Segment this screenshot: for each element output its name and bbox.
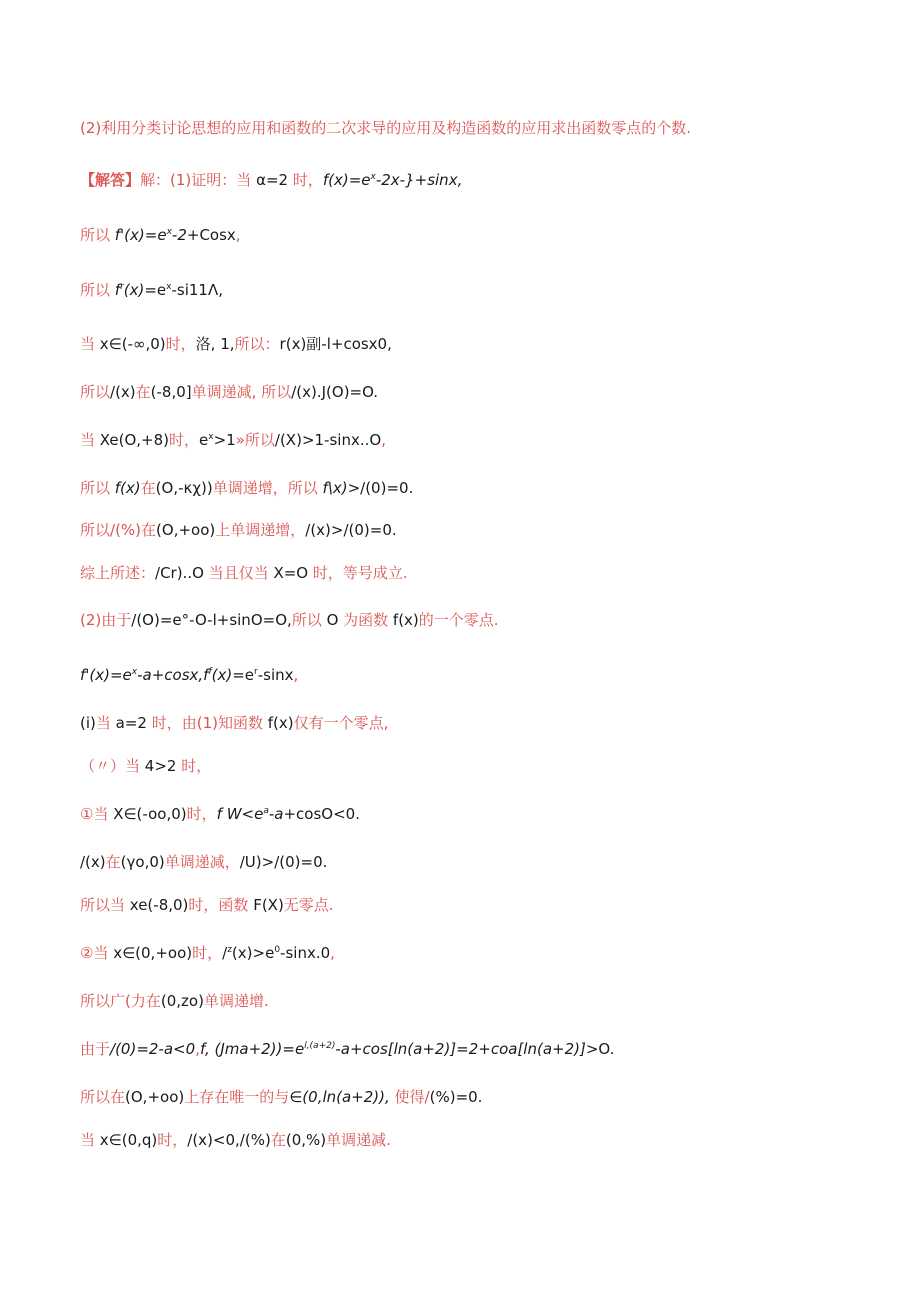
text-segment: /(x).J(O)=O. bbox=[291, 383, 379, 401]
text-segment: (%)=0. bbox=[429, 1088, 483, 1106]
text-segment: 在 bbox=[141, 521, 157, 539]
text-segment: /(X)>1-sinx..O bbox=[274, 431, 382, 449]
text-segment: (x) bbox=[123, 281, 145, 299]
text-line bbox=[80, 563, 880, 583]
text-segment: 综上所述： bbox=[80, 564, 156, 582]
text-line bbox=[80, 713, 880, 733]
text-segment: (1) bbox=[196, 714, 218, 732]
text-segment: 当 bbox=[80, 1131, 100, 1149]
text-line bbox=[80, 1087, 880, 1107]
text-segment: a=2 bbox=[115, 714, 147, 732]
text-segment: (2) bbox=[80, 611, 102, 629]
text-segment: f(x) bbox=[392, 611, 419, 629]
superscript: 0 bbox=[274, 945, 281, 955]
text-segment: »所以 bbox=[235, 431, 275, 449]
text-segment: ①当 bbox=[80, 805, 114, 823]
text-segment: 在 bbox=[135, 383, 151, 401]
text-segment: Cosx bbox=[199, 226, 236, 244]
text-segment: /U)>/(0)=0. bbox=[239, 853, 328, 871]
text-segment: 单调递增. bbox=[203, 992, 269, 1010]
text-segment: (0,%) bbox=[285, 1131, 327, 1149]
text-segment: 所以 bbox=[80, 479, 115, 497]
text-segment: 时， bbox=[176, 757, 212, 775]
text-segment: 所以在 bbox=[80, 1088, 126, 1106]
text-segment: , bbox=[195, 1040, 200, 1058]
text-segment: (O,-κχ)) bbox=[155, 479, 213, 497]
text-segment: X∈(-oo,0) bbox=[113, 805, 187, 823]
text-segment: 时， bbox=[192, 944, 223, 962]
text-segment: 证明：当 bbox=[191, 171, 257, 189]
text-segment: f, (Jma+2))=e bbox=[199, 1040, 305, 1058]
text-segment: 4>2 bbox=[144, 757, 177, 775]
superscript: a bbox=[263, 806, 269, 816]
text-segment: (x)= bbox=[211, 666, 245, 684]
text-segment: >1 bbox=[213, 431, 236, 449]
text-segment: (i) bbox=[80, 714, 96, 732]
text-segment: O. bbox=[598, 1040, 615, 1058]
text-segment: (%) bbox=[244, 1131, 271, 1149]
text-segment: (γo,0) bbox=[120, 853, 165, 871]
superscript: f bbox=[208, 667, 212, 677]
text-segment: ②当 bbox=[80, 944, 114, 962]
text-segment: 当 bbox=[80, 431, 100, 449]
superscript: x bbox=[131, 667, 138, 677]
text-segment: 洛, 1, bbox=[195, 335, 235, 353]
text-segment: 解： bbox=[140, 171, 171, 189]
text-segment: (0,zo) bbox=[160, 992, 204, 1010]
text-segment: x∈(0,q) bbox=[99, 1131, 158, 1149]
text-segment: /(x)>/(0)=0. bbox=[305, 521, 397, 539]
text-line bbox=[80, 478, 880, 498]
text-segment: 所以 bbox=[80, 226, 115, 244]
text-segment: r(x)副-l+cosx0, bbox=[279, 335, 392, 353]
text-line bbox=[80, 756, 880, 776]
text-segment: X=O bbox=[273, 564, 309, 582]
text-segment: /(x)<0,/ bbox=[187, 1131, 245, 1149]
text-line bbox=[80, 943, 880, 963]
text-segment: 所以： bbox=[234, 335, 280, 353]
text-line bbox=[80, 852, 880, 872]
text-segment: -2+ bbox=[171, 226, 200, 244]
text-segment: 时， bbox=[169, 431, 200, 449]
text-segment: 仅有一个零点, bbox=[293, 714, 389, 732]
text-segment: 当 bbox=[80, 335, 100, 353]
text-line bbox=[80, 804, 880, 824]
text-segment: 所以当 bbox=[80, 896, 130, 914]
text-segment: 所以 bbox=[291, 611, 327, 629]
text-segment: (x)>e bbox=[231, 944, 275, 962]
text-segment: xe(-8,0) bbox=[129, 896, 189, 914]
text-segment: 上存在唯一的与 bbox=[184, 1088, 290, 1106]
text-segment: x∈(-∞,0) bbox=[99, 335, 166, 353]
text-segment: -si11Λ, bbox=[171, 281, 223, 299]
text-segment: cosO<0. bbox=[296, 805, 360, 823]
text-segment: -a+ bbox=[268, 805, 297, 823]
text-line bbox=[80, 665, 880, 685]
text-segment: 所以 bbox=[80, 281, 115, 299]
text-segment: , bbox=[293, 666, 299, 684]
text-segment: -sinx.0 bbox=[280, 944, 331, 962]
superscript: l,(a+2) bbox=[304, 1041, 336, 1051]
text-segment: e bbox=[244, 666, 255, 684]
text-segment: -2x-}+sinx, bbox=[375, 171, 463, 189]
superscript: r bbox=[254, 667, 258, 677]
superscript: x bbox=[166, 227, 172, 237]
text-segment: -sinx bbox=[257, 666, 294, 684]
text-segment: -a+cosx,f bbox=[137, 666, 209, 684]
text-segment: 所以 bbox=[80, 383, 111, 401]
text-segment: 时，由 bbox=[146, 714, 197, 732]
text-segment: (O,+oo) bbox=[125, 1088, 185, 1106]
text-segment: f'(x)=e bbox=[80, 666, 132, 684]
text-line bbox=[80, 991, 880, 1011]
text-segment: 单调递减. bbox=[326, 1131, 391, 1149]
text-segment: 使得/ bbox=[389, 1088, 430, 1106]
text-segment: (O,+oo) bbox=[156, 521, 216, 539]
text-segment: α=2 bbox=[256, 171, 289, 189]
text-segment: O bbox=[326, 611, 339, 629]
superscript: x bbox=[370, 172, 376, 182]
text-segment: /(x) bbox=[80, 853, 106, 871]
superscript: r bbox=[120, 282, 124, 292]
text-segment: f'(x)=e bbox=[114, 226, 167, 244]
text-segment: 在 bbox=[105, 853, 121, 871]
text-segment: /(0)=0. bbox=[360, 479, 414, 497]
text-line bbox=[80, 895, 880, 915]
text-line bbox=[80, 225, 880, 245]
text-segment: 当 bbox=[95, 714, 116, 732]
superscript: z bbox=[227, 945, 232, 955]
text-line bbox=[80, 610, 880, 630]
text-segment: （〃）当 bbox=[80, 757, 145, 775]
text-line bbox=[80, 280, 880, 300]
text-segment: 为函数 bbox=[338, 611, 393, 629]
text-line bbox=[80, 118, 880, 138]
text-line bbox=[80, 430, 880, 450]
text-segment: 由于 bbox=[101, 611, 132, 629]
text-segment: -a+cos[ln(a+2)]=2+coa[ln(a+2)]> bbox=[335, 1040, 599, 1058]
superscript: x bbox=[208, 432, 214, 442]
text-segment: 时， bbox=[165, 335, 196, 353]
text-segment: f(x) bbox=[114, 479, 141, 497]
text-segment: / bbox=[222, 944, 228, 962]
text-segment: ∈(0,ln(a+2)), bbox=[289, 1088, 390, 1106]
text-segment: 【解答】 bbox=[80, 171, 141, 189]
text-segment: 知函数 bbox=[218, 714, 268, 732]
text-segment: 所以广(力 bbox=[80, 992, 146, 1010]
text-segment: =e bbox=[144, 281, 167, 299]
text-segment: (1) bbox=[170, 171, 192, 189]
text-segment: f bbox=[114, 281, 121, 299]
text-segment: e bbox=[199, 431, 209, 449]
text-segment: 时，等号成立. bbox=[308, 564, 408, 582]
text-segment: 在 bbox=[270, 1131, 286, 1149]
text-line bbox=[80, 334, 880, 354]
text-segment: 由于 bbox=[80, 1040, 111, 1058]
text-segment: 在 bbox=[145, 992, 161, 1010]
text-segment: 时， bbox=[157, 1131, 188, 1149]
text-segment: (-8,0] bbox=[150, 383, 192, 401]
text-line bbox=[80, 170, 880, 190]
text-segment: 单调递减, 所以 bbox=[191, 383, 292, 401]
text-segment: /(O)=e°-O-l+sinO=O, bbox=[131, 611, 292, 629]
text-line bbox=[80, 382, 880, 402]
text-segment: 时， bbox=[186, 805, 217, 823]
text-segment: 在 bbox=[140, 479, 156, 497]
text-line bbox=[80, 520, 880, 540]
text-segment: f(x) bbox=[267, 714, 294, 732]
text-line bbox=[80, 1039, 880, 1059]
text-segment: 单调递增，所以 bbox=[212, 479, 323, 497]
text-segment: 当且仅当 bbox=[203, 564, 274, 582]
text-segment: 单调递减， bbox=[164, 853, 240, 871]
text-segment: 的一个零点. bbox=[418, 611, 499, 629]
text-segment: , bbox=[235, 226, 241, 244]
text-segment: 上单调递增， bbox=[215, 521, 306, 539]
text-segment: f\x)> bbox=[322, 479, 361, 497]
text-segment: /Cr)..O bbox=[155, 564, 204, 582]
text-line bbox=[80, 1130, 880, 1150]
superscript: x bbox=[166, 282, 172, 292]
text-segment: Xe(O,+8) bbox=[99, 431, 170, 449]
text-segment: x∈(0,+oo) bbox=[113, 944, 193, 962]
text-segment: 时， bbox=[288, 171, 323, 189]
text-segment: 所以/ bbox=[80, 521, 116, 539]
text-segment: F(X) bbox=[253, 896, 284, 914]
text-segment: /(0)=2-a<0 bbox=[110, 1040, 196, 1058]
text-segment: 无零点. bbox=[283, 896, 334, 914]
text-segment: f W<e bbox=[216, 805, 264, 823]
text-segment: (2)利用分类讨论思想的应用和函数的二次求导的应用及构造函数的应用求出函数零点的个数. bbox=[80, 119, 692, 137]
text-segment: , bbox=[330, 944, 335, 962]
text-segment: , bbox=[381, 431, 386, 449]
text-segment: /(x) bbox=[110, 383, 136, 401]
text-segment: f(x)=e bbox=[322, 171, 371, 189]
text-segment: 时，函数 bbox=[188, 896, 254, 914]
text-segment: (%) bbox=[115, 521, 142, 539]
